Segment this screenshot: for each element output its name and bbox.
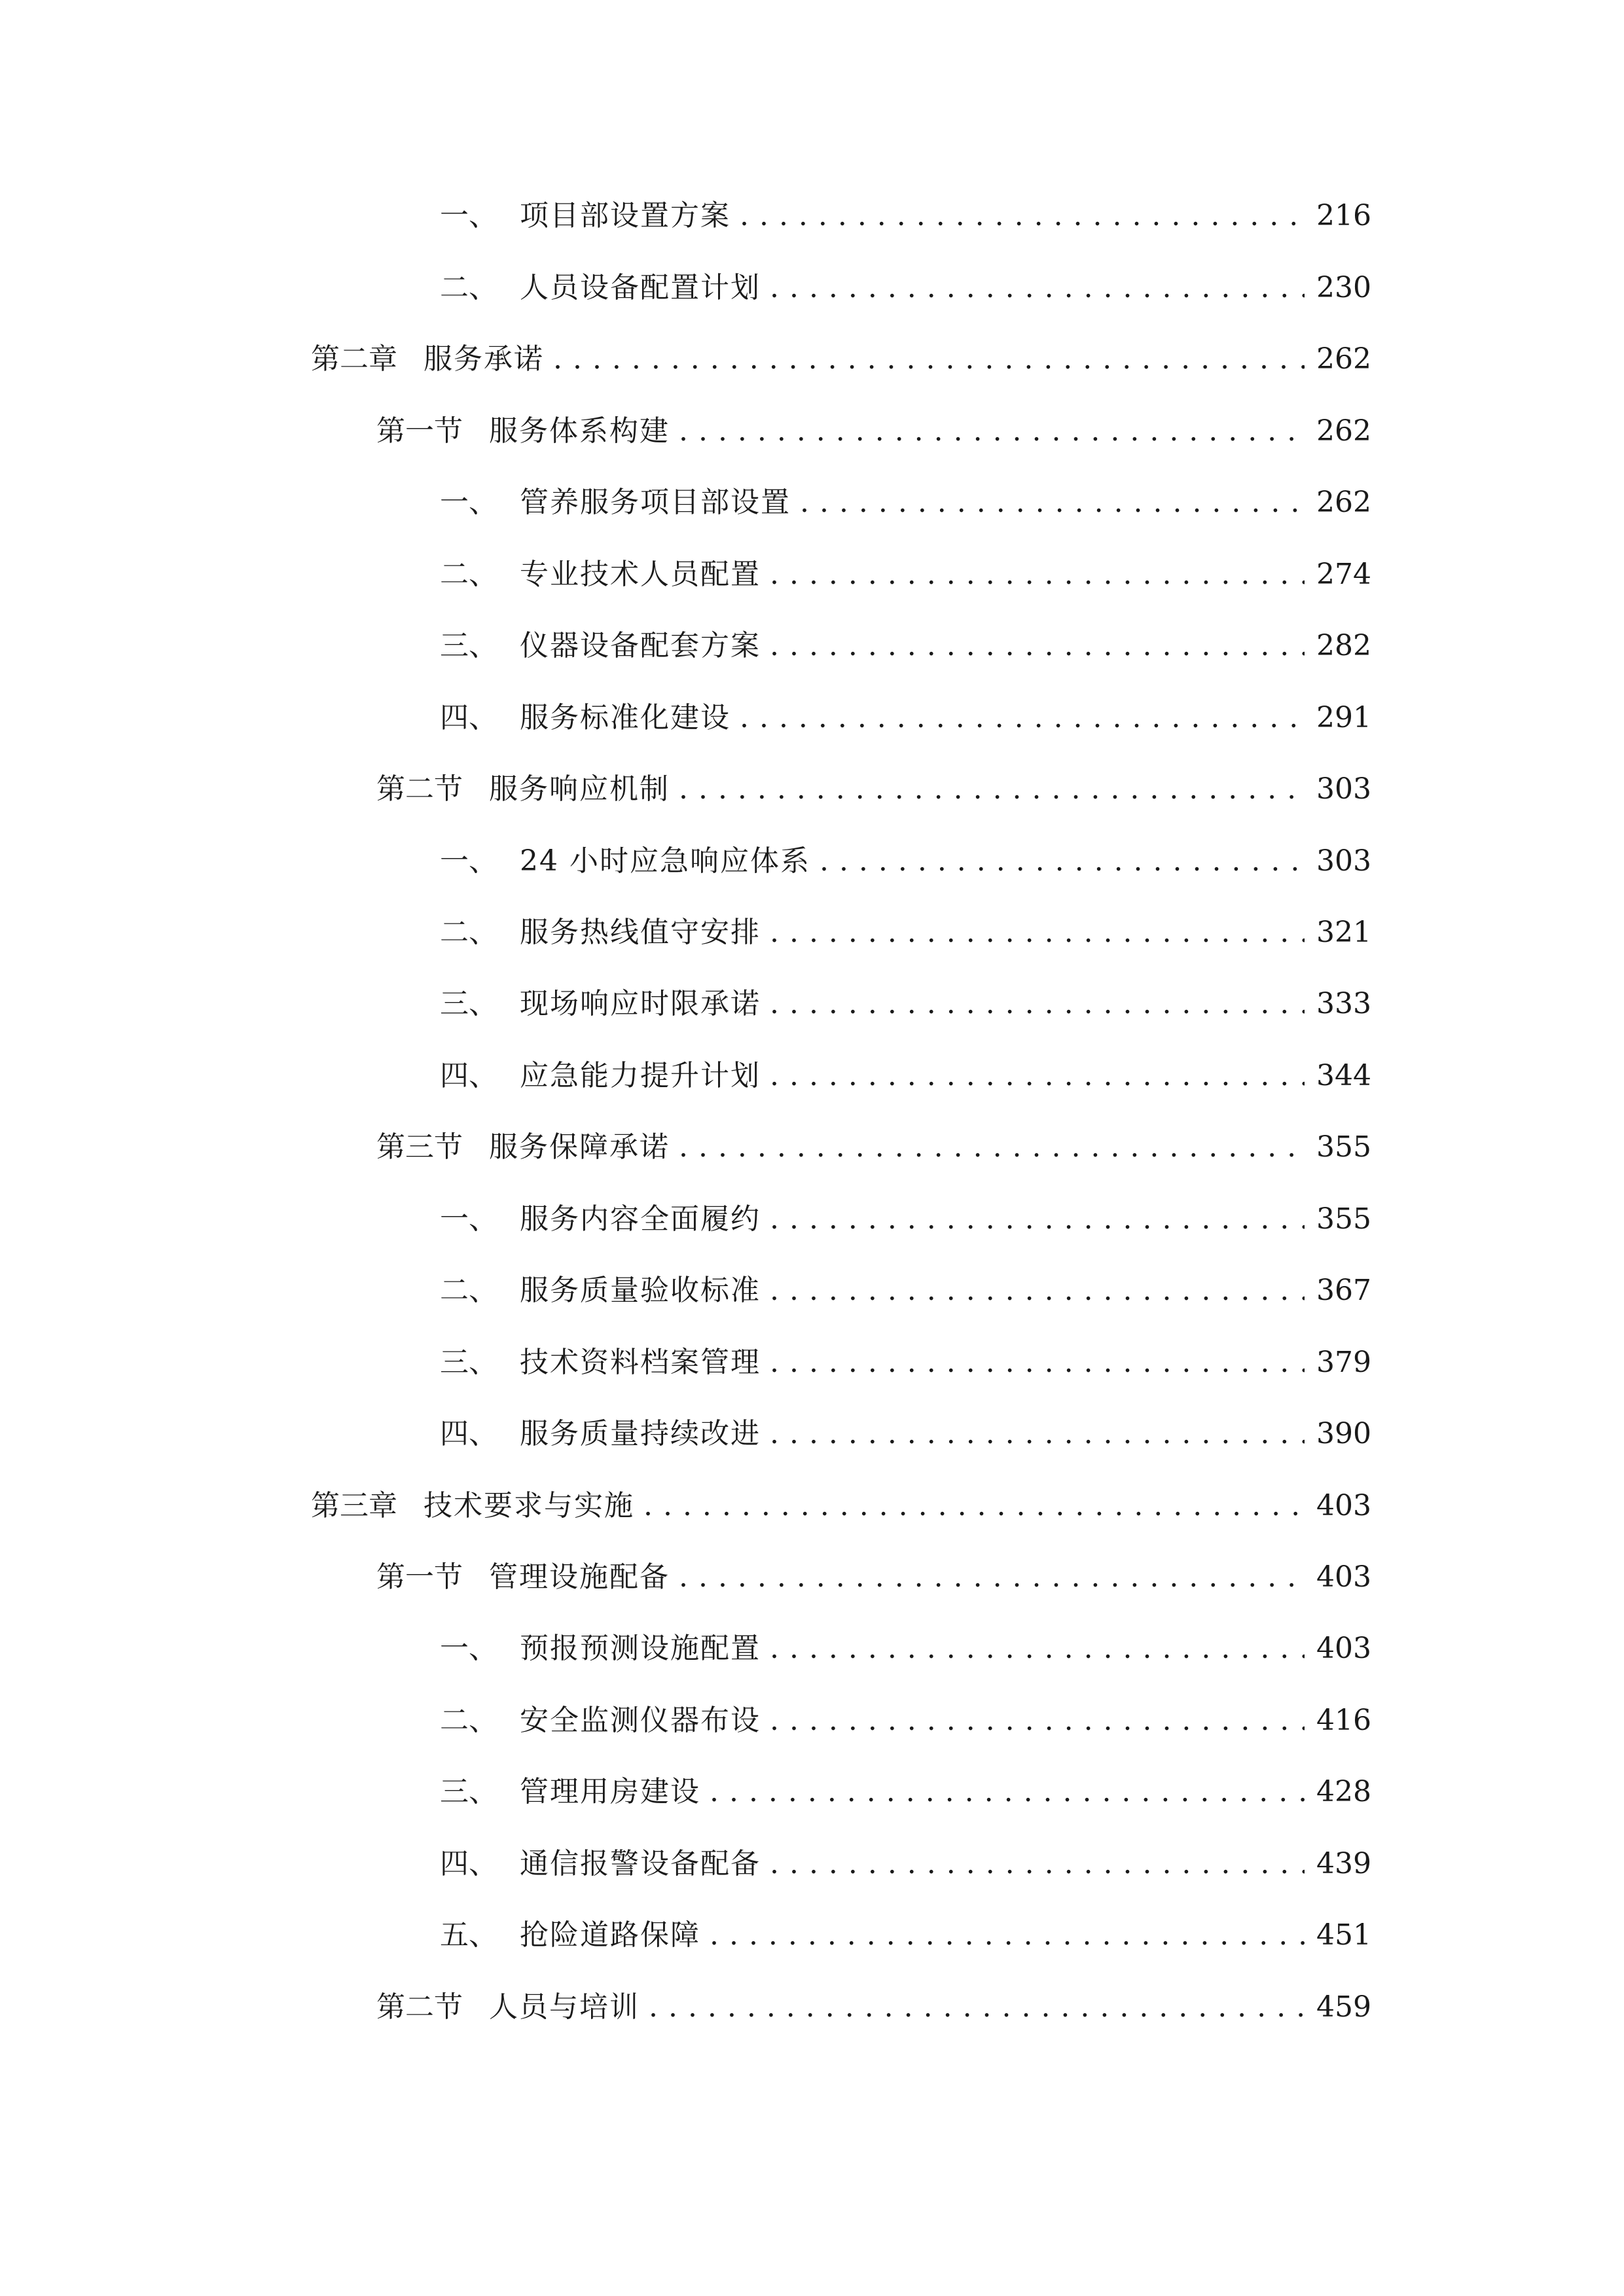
dot-leader <box>770 1193 1305 1246</box>
dot-leader <box>770 1408 1305 1460</box>
toc-entry-number: 二、 <box>440 916 497 949</box>
toc-entry-title: 管理用房建设 <box>520 1775 700 1808</box>
toc-entry-page: 282 <box>1316 629 1371 662</box>
toc-entry-number: 四、 <box>440 1417 497 1450</box>
dot-leader <box>770 1265 1305 1317</box>
toc-entry-page: 230 <box>1316 271 1371 304</box>
toc-entry[interactable] <box>440 978 1369 1030</box>
toc-entry[interactable] <box>440 692 1369 744</box>
toc-entry-title: 技术要求与实施 <box>424 1489 634 1522</box>
dot-leader <box>740 692 1305 744</box>
dot-leader <box>679 763 1305 816</box>
toc-entry-title: 人员与培训 <box>489 1990 640 2024</box>
toc-entry-title: 管理设施配备 <box>489 1560 670 1594</box>
toc-entry-page: 291 <box>1316 701 1371 734</box>
toc-entry-number: 第三章 <box>311 1489 397 1522</box>
toc-entry-title: 现场响应时限承诺 <box>520 987 761 1020</box>
dot-leader <box>770 262 1305 314</box>
toc-entry-number: 三、 <box>440 629 497 662</box>
toc-entry-number: 一、 <box>440 1202 497 1236</box>
dot-leader <box>770 1336 1305 1389</box>
toc-entry[interactable] <box>440 190 1369 242</box>
toc-entry[interactable] <box>440 835 1369 888</box>
toc-entry-page: 439 <box>1316 1847 1371 1880</box>
toc-entry-number: 第一节 <box>376 1560 463 1594</box>
toc-entry-title: 服务质量持续改进 <box>520 1417 761 1450</box>
toc-entry-page: 216 <box>1316 199 1371 232</box>
toc-entry-title: 预报预测设施配置 <box>520 1632 761 1665</box>
toc-entry-page: 262 <box>1316 486 1371 519</box>
toc-entry-number: 四、 <box>440 1059 497 1092</box>
toc-entry-title: 通信报警设备配备 <box>520 1847 761 1880</box>
dot-leader <box>800 476 1305 529</box>
toc-entry-chapter[interactable] <box>311 333 1369 386</box>
toc-entry-title: 项目部设置方案 <box>520 199 731 232</box>
toc-entry[interactable] <box>440 476 1369 529</box>
toc-entry-title: 服务承诺 <box>424 342 544 376</box>
toc-entry-page: 321 <box>1316 916 1371 949</box>
toc-entry-number: 三、 <box>440 987 497 1020</box>
toc-entry-number: 三、 <box>440 1775 497 1808</box>
toc-entry-page: 403 <box>1316 1560 1371 1594</box>
toc-entry-title: 管养服务项目部设置 <box>520 486 791 519</box>
toc-entry-number: 三、 <box>440 1346 497 1379</box>
toc-entry-number: 第一节 <box>376 414 463 448</box>
toc-entry-title: 应急能力提升计划 <box>520 1059 761 1092</box>
toc-entry-title: 服务保障承诺 <box>489 1130 670 1164</box>
toc-entry-title: 服务标准化建设 <box>520 701 731 734</box>
toc-entry-number: 二、 <box>440 271 497 304</box>
toc-entry-page: 428 <box>1316 1775 1371 1808</box>
toc-entry-title: 抢险道路保障 <box>520 1918 700 1952</box>
toc-entry-section[interactable] <box>376 405 1369 457</box>
toc-entry-number: 第二节 <box>376 772 463 806</box>
toc-entry-page: 262 <box>1316 414 1371 448</box>
toc-entry-title: 技术资料档案管理 <box>520 1346 761 1379</box>
toc-entry-page: 262 <box>1316 342 1371 376</box>
toc-entry[interactable] <box>440 1265 1369 1317</box>
dot-leader <box>679 405 1305 457</box>
toc-entry-page: 416 <box>1316 1704 1371 1737</box>
dot-leader <box>710 1766 1305 1818</box>
toc-entry-page: 459 <box>1316 1990 1371 2024</box>
toc-entry-section[interactable] <box>376 1981 1369 2034</box>
toc-entry[interactable] <box>440 906 1369 959</box>
toc-entry-page: 333 <box>1316 987 1371 1020</box>
toc-entry-number: 第三节 <box>376 1130 463 1164</box>
toc-entry-title: 服务响应机制 <box>489 772 670 806</box>
toc-entry[interactable] <box>440 1623 1369 1675</box>
toc-entry[interactable] <box>440 1050 1369 1102</box>
toc-entry-section[interactable] <box>376 763 1369 816</box>
toc-entry[interactable] <box>440 1909 1369 1962</box>
toc-entry-number: 一、 <box>440 1632 497 1665</box>
dot-leader <box>770 1050 1305 1102</box>
dot-leader <box>770 906 1305 959</box>
dot-leader <box>770 1695 1305 1747</box>
toc-entry-title: 服务体系构建 <box>489 414 670 448</box>
toc-entry-title: 服务质量验收标准 <box>520 1274 761 1307</box>
toc-entry-number: 二、 <box>440 1274 497 1307</box>
toc-entry-section[interactable] <box>376 1551 1369 1604</box>
toc-entry-number: 四、 <box>440 701 497 734</box>
dot-leader <box>710 1909 1305 1962</box>
dot-leader <box>770 620 1305 672</box>
toc-entry-title: 安全监测仪器布设 <box>520 1704 761 1737</box>
toc-entry-number: 一、 <box>440 486 497 519</box>
toc-entry-number: 四、 <box>440 1847 497 1880</box>
toc-entry-title: 24 小时应急响应体系 <box>520 844 810 878</box>
toc-entry-page: 451 <box>1316 1918 1371 1952</box>
toc-entry-chapter[interactable] <box>311 1480 1369 1532</box>
toc-entry-number: 一、 <box>440 844 497 878</box>
toc-entry-page: 403 <box>1316 1632 1371 1665</box>
toc-entry-number: 二、 <box>440 558 497 591</box>
dot-leader <box>679 1121 1305 1174</box>
toc-entry-number: 五、 <box>440 1918 497 1952</box>
toc-entry-page: 303 <box>1316 844 1371 878</box>
toc-entry[interactable] <box>440 1695 1369 1747</box>
toc-entry-section[interactable] <box>376 1121 1369 1174</box>
toc-entry-page: 403 <box>1316 1489 1371 1522</box>
dot-leader <box>820 835 1305 888</box>
dot-leader <box>770 1838 1305 1890</box>
toc-entry-page: 390 <box>1316 1417 1371 1450</box>
toc-entry[interactable] <box>440 548 1369 601</box>
toc-entry[interactable] <box>440 1766 1369 1818</box>
toc-entry-title: 仪器设备配套方案 <box>520 629 761 662</box>
dot-leader <box>770 548 1305 601</box>
toc-entry-title: 人员设备配置计划 <box>520 271 761 304</box>
toc-entry-number: 二、 <box>440 1704 497 1737</box>
toc-entry[interactable] <box>440 1336 1369 1389</box>
dot-leader <box>770 978 1305 1030</box>
toc-entry-page: 355 <box>1316 1130 1371 1164</box>
toc-entry[interactable] <box>440 1408 1369 1460</box>
toc-entry-page: 303 <box>1316 772 1371 806</box>
toc-entry-number: 一、 <box>440 199 497 232</box>
toc-entry[interactable] <box>440 1838 1369 1890</box>
toc-entry-page: 367 <box>1316 1274 1371 1307</box>
toc-entry-title: 专业技术人员配置 <box>520 558 761 591</box>
toc-entry-number: 第二章 <box>311 342 397 376</box>
toc-entry[interactable] <box>440 620 1369 672</box>
toc-entry-page: 379 <box>1316 1346 1371 1379</box>
toc-entry-title: 服务内容全面履约 <box>520 1202 761 1236</box>
toc-entry-page: 355 <box>1316 1202 1371 1236</box>
dot-leader <box>679 1551 1305 1604</box>
toc-entry-page: 274 <box>1316 558 1371 591</box>
toc-entry-number: 第二节 <box>376 1990 463 2024</box>
dot-leader <box>740 190 1305 242</box>
toc-entry-title: 服务热线值守安排 <box>520 916 761 949</box>
dot-leader <box>553 333 1305 386</box>
dot-leader <box>649 1981 1305 2034</box>
toc-entry[interactable] <box>440 262 1369 314</box>
dot-leader <box>770 1623 1305 1675</box>
toc-entry-page: 344 <box>1316 1059 1371 1092</box>
dot-leader <box>643 1480 1305 1532</box>
toc-entry[interactable] <box>440 1193 1369 1246</box>
